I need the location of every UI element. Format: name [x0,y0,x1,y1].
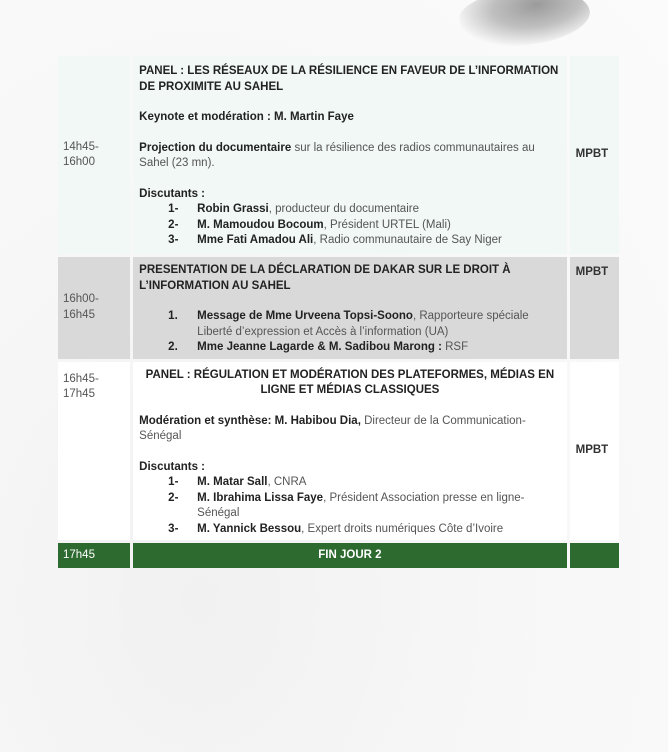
location-cell: MPBT [570,362,619,541]
location-cell [570,543,619,568]
table-row [58,56,619,254]
speaker-list [139,202,560,249]
list-item: 1- M. Matar Sall, CNRA [168,476,307,488]
list-item: 3- Mme Fati Amadou Ali, Radio communautaire de Say Niger [168,234,502,247]
list-item: 2- M. Mamoudou Bocoum, Président URTEL (Mali) [168,218,451,231]
session-title: PANEL : LES RÉSEAUX DE LA RÉSILIENCE EN FAVEUR DE L’INFORMATION DE PROXIMITE AU SAHEL [139,65,559,93]
table-row [58,362,619,541]
location-cell: MPBT [570,56,619,254]
list-item: 1- Robin Grassi, producteur du documentaire [168,203,419,216]
decorative-brush-stroke [457,0,593,54]
discutants-label: Discutants : [139,187,205,200]
speaker-list [139,475,560,537]
session-title: PRESENTATION DE LA DÉCLARATION DE DAKAR SUR LE DROIT À L’INFORMATION AU SAHEL [139,264,511,292]
session-content [133,257,566,359]
list-item: 2. Mme Jeanne Lagarde & M. Sadibou Marong : RSF [168,341,469,353]
list-item: 3- M. Yannick Bessou, Expert droits numériques Côte d’Ivoire [168,522,504,535]
time-cell: 17h45 [58,543,130,568]
session-content [133,56,566,254]
moderation-line: Modération et synthèse: M. Habibou Dia, Directeur de la Communication- Sénégal [139,414,526,442]
speaker-list [139,309,560,356]
session-title: PANEL : RÉGULATION ET MODÉRATION DES PLATEFORMES, MÉDIAS EN LIGNE ET MÉDIAS CLASSIQUES [145,368,555,396]
keynote-line: Keynote et modération : M. Martin Faye [139,111,354,124]
program-table [55,53,622,571]
time-cell: 16h45-17h45 [58,362,130,541]
list-item: 2- M. Ibrahima Lissa Faye, Président Association presse en ligne- Sénégal [168,491,525,519]
discutants-label: Discutants : [139,460,205,473]
time-cell: 14h45-16h00 [58,56,130,254]
table-row [58,257,619,359]
location-cell: MPBT [570,257,619,359]
session-title: FIN JOUR 2 [133,543,566,568]
projection-line: Projection du documentaire sur la résilience des radios communautaires au Sahel (23 mn). [139,141,535,170]
time-cell: 16h00-16h45 [58,257,130,359]
list-item: 1. Message de Mme Urveena Topsi-Soono, Rapporteure spéciale Liberté d’expression et Accès à l’information (UA) [168,310,529,338]
session-content [133,362,566,541]
table-row [58,543,619,568]
